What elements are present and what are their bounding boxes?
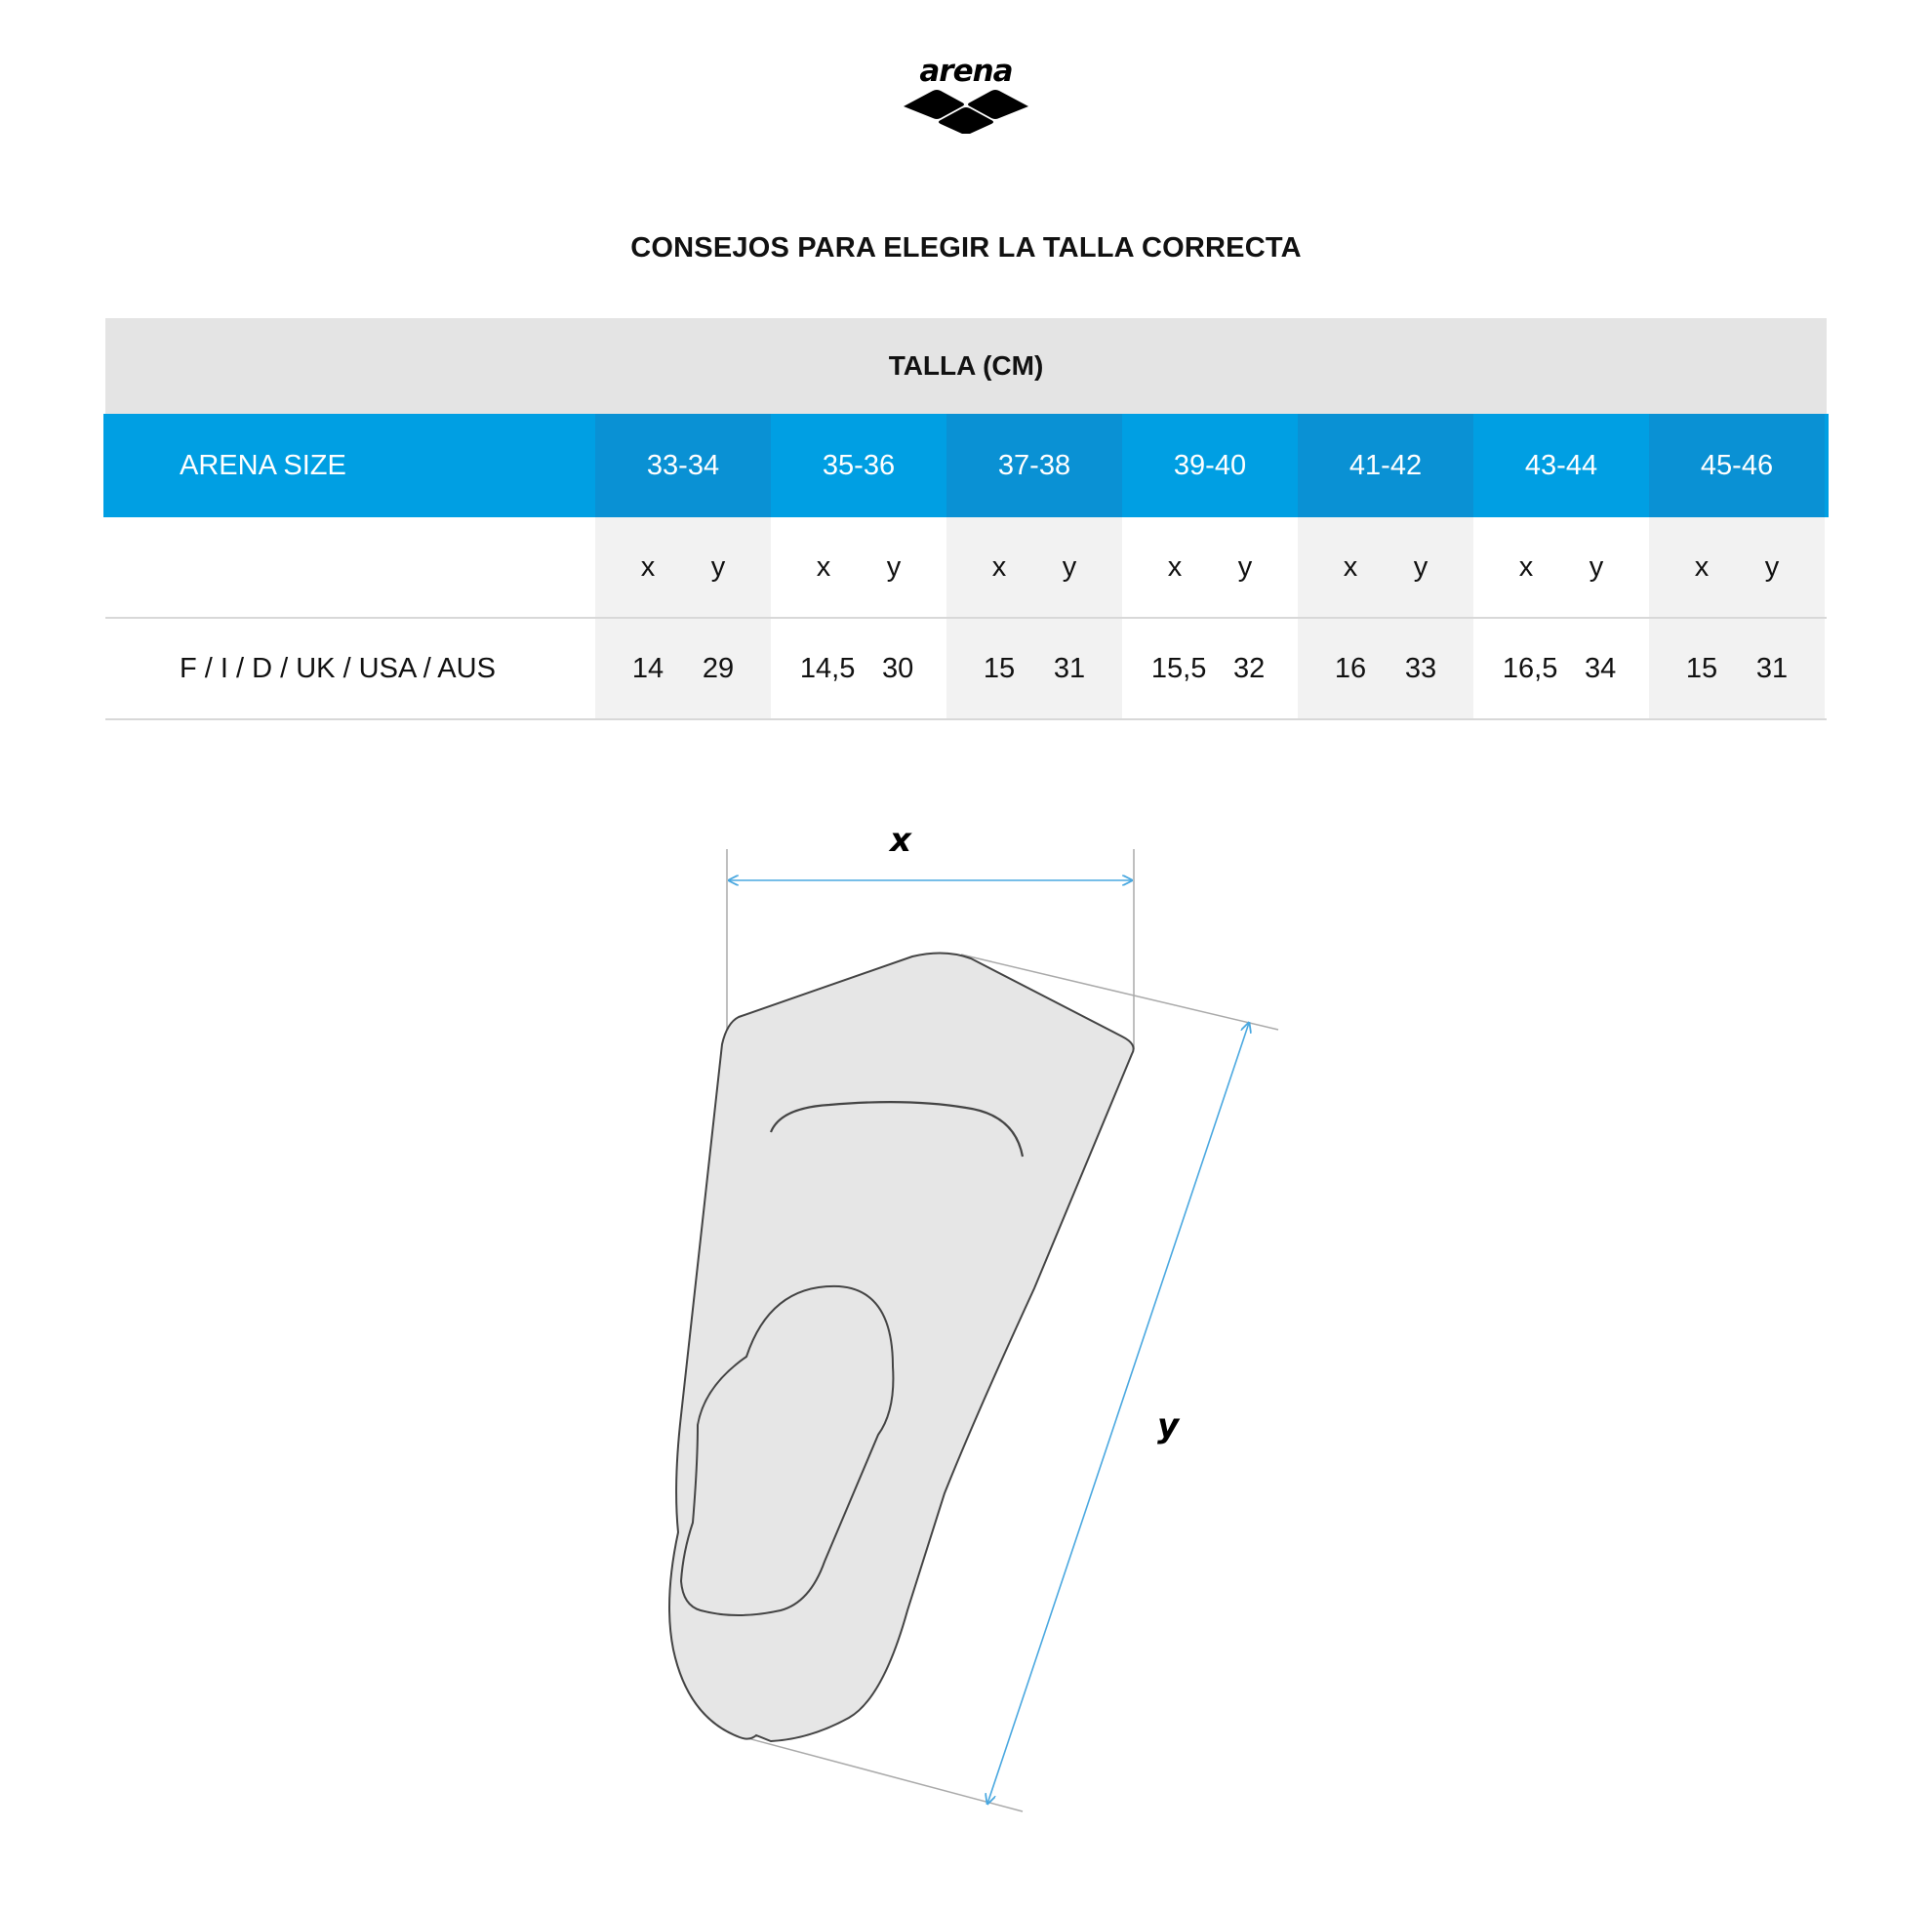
size-row-label: ARENA SIZE [180, 449, 346, 481]
axis-x-label: x [1694, 550, 1710, 583]
axis-x-label: x [1343, 550, 1358, 583]
axis-y-label: y [710, 550, 726, 583]
value-y: 31 [1053, 652, 1086, 684]
value-x: 16,5 [1502, 652, 1558, 684]
brand-wordmark: arena [919, 54, 1013, 89]
axis-y-label: y [1237, 550, 1253, 583]
value-y: 31 [1755, 652, 1789, 684]
value-y: 30 [881, 652, 914, 684]
value-y: 29 [702, 652, 735, 684]
value-y: 32 [1232, 652, 1266, 684]
size-cell: 35-36 [822, 449, 896, 481]
value-y: 33 [1404, 652, 1437, 684]
diagram-label-x: x [890, 821, 911, 860]
y-guide-bottom [737, 1735, 1023, 1811]
size-cell: 33-34 [595, 414, 771, 517]
value-x: 16 [1334, 652, 1367, 684]
table-header-label: TALLA (CM) [888, 350, 1044, 381]
axis-y-label: y [1413, 550, 1429, 583]
size-cell: 41-42 [1298, 414, 1473, 517]
axis-x-label: x [1167, 550, 1183, 583]
axis-x-label: x [816, 550, 831, 583]
axis-x-label: x [1518, 550, 1534, 583]
page-title: CONSEJOS PARA ELEGIR LA TALLA CORRECTA [630, 232, 1302, 264]
region-row-label: F / I / D / UK / USA / AUS [180, 652, 496, 684]
axis-x-label: x [640, 550, 656, 583]
size-cell: 37-38 [946, 414, 1122, 517]
value-y: 34 [1584, 652, 1617, 684]
diagram-label-y: y [1157, 1406, 1180, 1445]
value-x: 15 [983, 652, 1016, 684]
value-x: 15 [1685, 652, 1718, 684]
size-cell: 39-40 [1173, 449, 1247, 481]
axis-y-label: y [1764, 550, 1780, 583]
axis-x-label: x [991, 550, 1007, 583]
size-cell: 45-46 [1649, 414, 1825, 517]
size-cell: 43-44 [1524, 449, 1598, 481]
axis-y-label: y [886, 550, 902, 583]
value-x: 14 [631, 652, 664, 684]
value-x: 15,5 [1150, 652, 1207, 684]
axis-y-label: y [1062, 550, 1077, 583]
axis-y-label: y [1589, 550, 1604, 583]
fin-outline [669, 953, 1134, 1741]
value-x: 14,5 [799, 652, 856, 684]
